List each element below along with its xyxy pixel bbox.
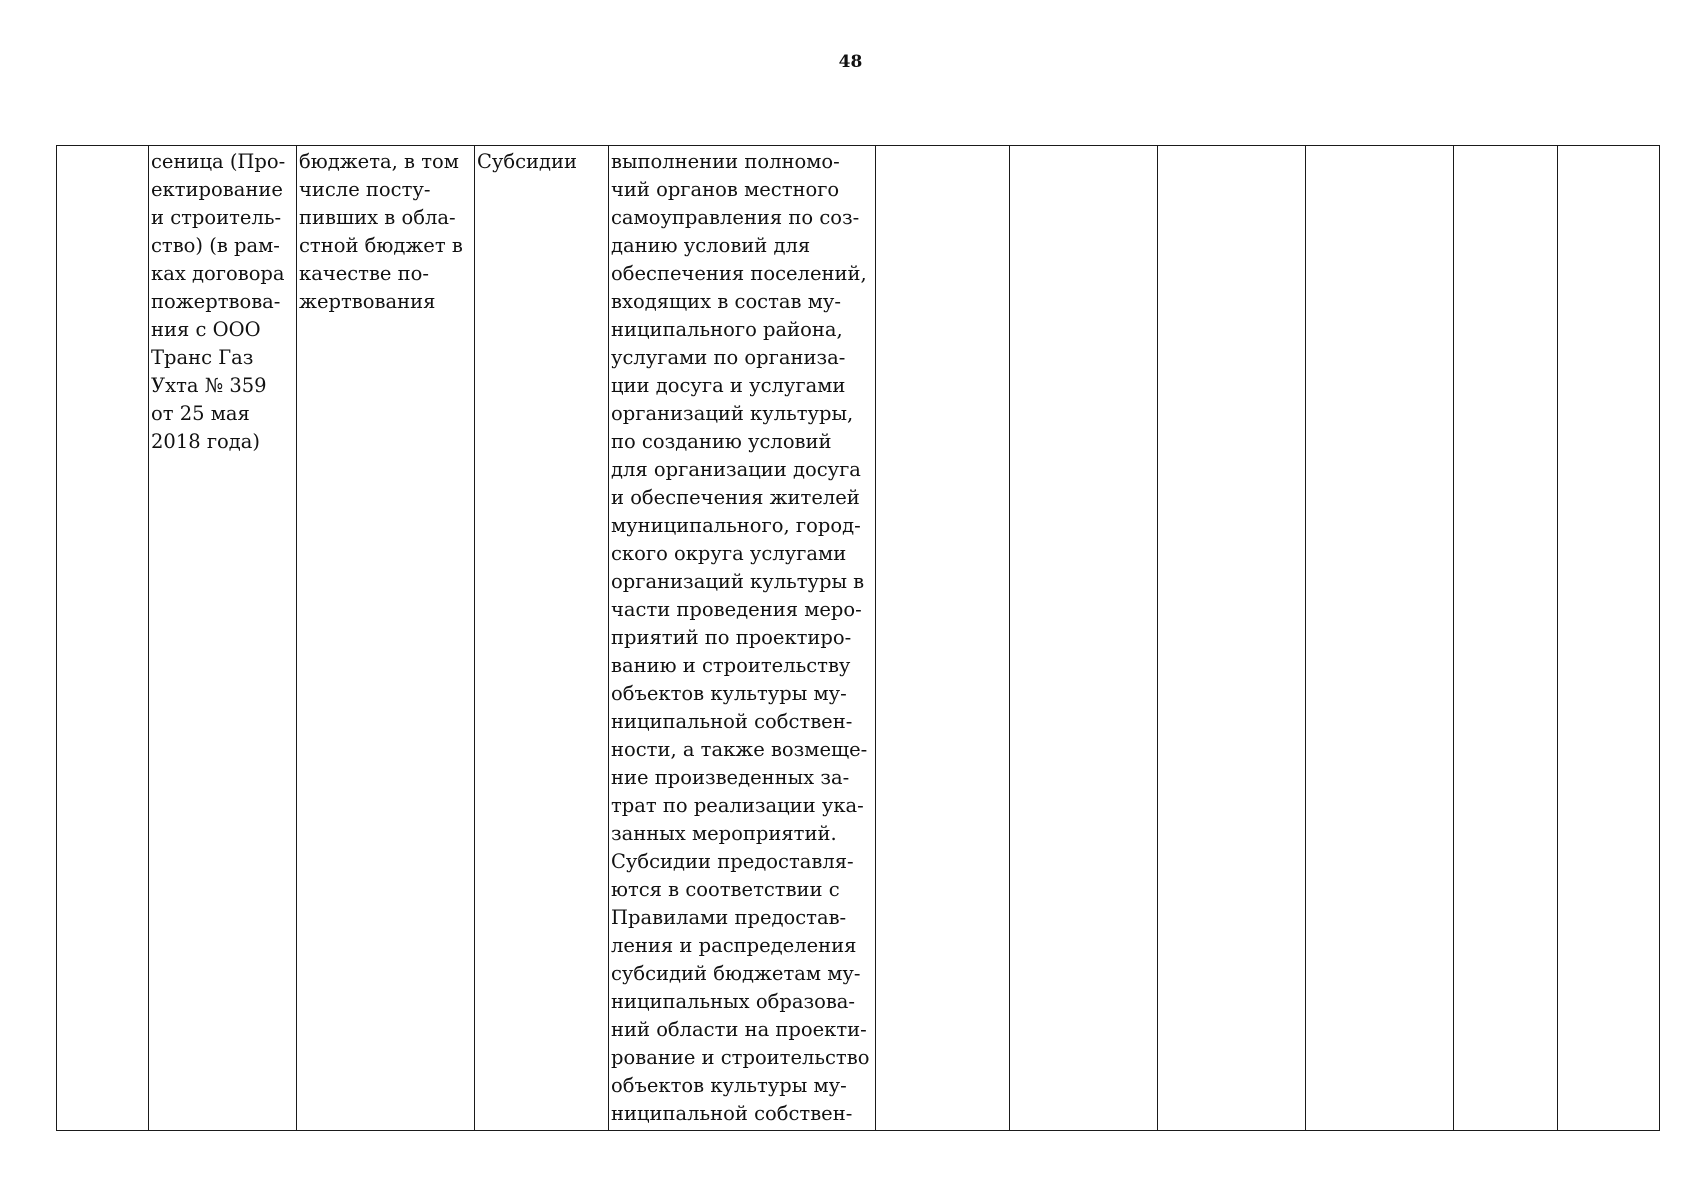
table-cell-value-6	[1558, 146, 1660, 1131]
page-number: 48	[838, 52, 863, 72]
table-cell-value-3	[1158, 146, 1306, 1131]
table-cell-index	[57, 146, 149, 1131]
table-cell-value-1	[876, 146, 1010, 1131]
table-cell-object: сеница (Про- ектирование и строитель- ство) (в рам- ках договора пожертвова- ния с ООО Транс Газ Ухта № 359 от 25 мая 2018 года)	[149, 146, 297, 1131]
table-cell-value-5	[1454, 146, 1558, 1131]
document-table	[56, 145, 1660, 1131]
table-row	[57, 146, 1660, 1131]
table-cell-value-4	[1306, 146, 1454, 1131]
table-cell-description: выполнении полномо- чий органов местного самоуправления по соз- данию условий для обеспечения поселений, входящих в состав му- ниципального района, услугами по организа- ции досуга и услугами организаций культуры, по созданию условий для организации досуга и обеспечения жителей муниципального, город- ского округа услугами организаций культуры в части проведения меро- приятий по проектиро- ванию и строительству объектов культуры му- ниципальной собствен- ности, а также возмеще- ние произведенных за- трат по реализации ука- занных мероприятий. Субсидии предоставля- ются в соответствии с Правилами предостав- ления и распределения субсидий бюджетам му- ниципальных образова- ний области на проекти- рование и строительство объектов культуры му- ниципальной собствен-	[609, 146, 876, 1131]
table-cell-source: бюджета, в том числе посту- пивших в обла- стной бюджет в качестве по- жертвования	[297, 146, 475, 1131]
table-cell-value-2	[1010, 146, 1158, 1131]
table-cell-type: Субсидии	[475, 146, 609, 1131]
